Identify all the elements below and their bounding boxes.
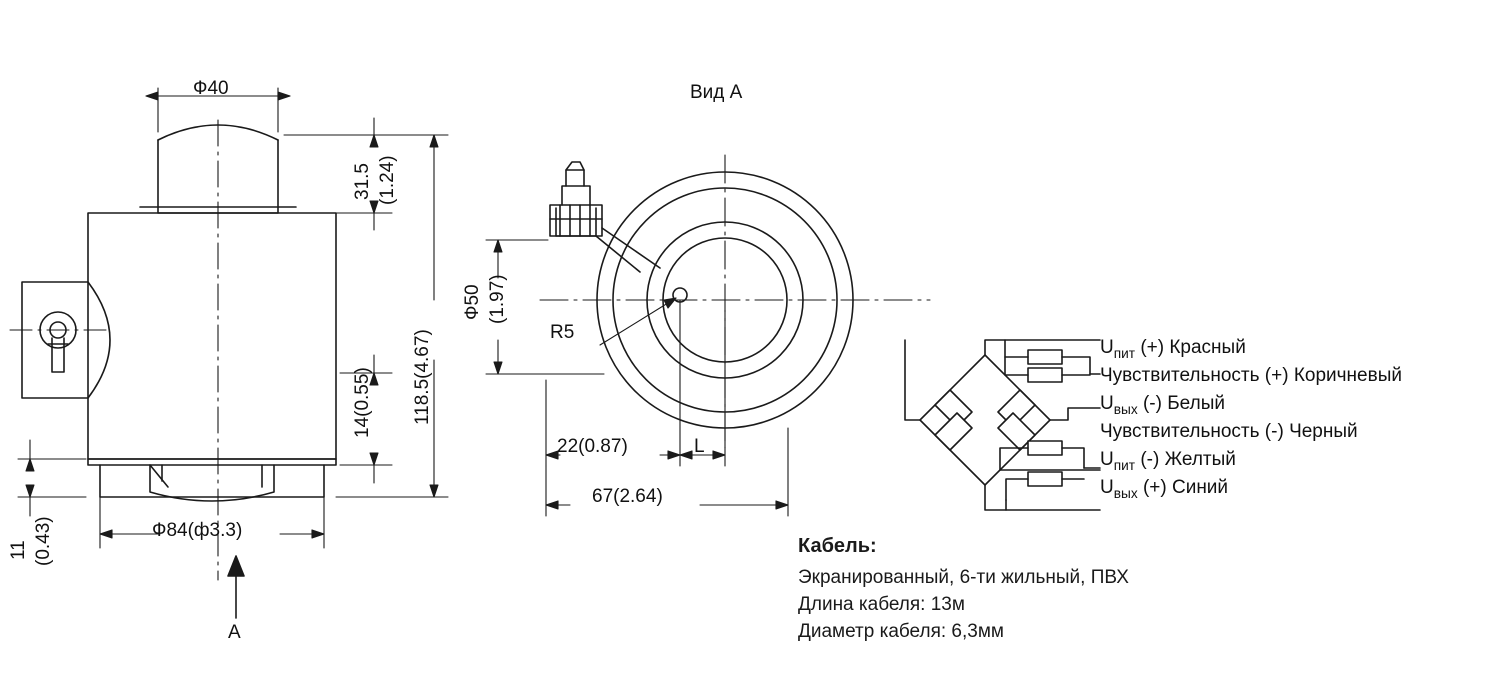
- cable-specification: [798, 532, 1398, 645]
- dim-label-31-5-inch: (1.24): [377, 155, 398, 205]
- wiring-subscript: вых: [1113, 401, 1138, 417]
- dim-11: [18, 440, 86, 516]
- dim-label-view-a-diameter: Ф50: [462, 284, 483, 320]
- dim-label-118-5: 118.5(4.67): [412, 329, 433, 425]
- radius-label-r5: R5: [550, 322, 575, 343]
- wiring-subscript: вых: [1113, 485, 1138, 501]
- wiring-row: [1100, 390, 1500, 418]
- wiring-symbol: U: [1100, 393, 1114, 414]
- dim-label-l: L: [694, 436, 705, 457]
- wiring-text: (-) Белый: [1137, 393, 1225, 414]
- cable-line: Экранированный, 6-ти жильный, ПВХ: [798, 567, 1129, 588]
- wiring-text: Чувствительность (+) Коричневый: [1100, 365, 1402, 386]
- dim-label-67: 67(2.64): [592, 486, 663, 507]
- wiring-symbol: U: [1100, 449, 1114, 470]
- wiring-row: [1100, 446, 1500, 474]
- dim-label-view-a-diameter-inch: (1.97): [487, 274, 508, 324]
- wiring-row: [1100, 418, 1500, 446]
- dim-label-top-diameter: Ф40: [193, 78, 229, 99]
- dim-31-5: [284, 118, 392, 230]
- dim-label-22: 22(0.87): [557, 436, 628, 457]
- wiring-subscript: пит: [1113, 345, 1136, 361]
- dim-label-31-5: 31.5: [352, 163, 373, 200]
- wiring-legend: [1100, 334, 1500, 502]
- wheatstone-bridge-circuit: [905, 340, 1100, 510]
- dim-label-14: 14(0.55): [352, 367, 373, 438]
- wiring-text: (+) Красный: [1135, 337, 1246, 358]
- view-a-centerlines: [540, 155, 930, 448]
- view-a-outline: [550, 162, 853, 428]
- wiring-text: (+) Синий: [1137, 477, 1229, 498]
- wiring-row: [1100, 334, 1500, 362]
- dim-label-base-diameter: Ф84(ф3.3): [152, 520, 243, 541]
- side-view-outline: [22, 125, 336, 501]
- dim-label-11: 11: [8, 540, 29, 560]
- cable-line: Диаметр кабеля: 6,3мм: [798, 621, 1004, 642]
- r5-leader: [600, 298, 676, 345]
- cable-title: Кабель:: [798, 535, 877, 557]
- wiring-symbol: U: [1100, 337, 1114, 358]
- wiring-subscript: пит: [1113, 457, 1136, 473]
- wiring-symbol: U: [1100, 477, 1114, 498]
- wiring-row: [1100, 474, 1500, 502]
- cable-line: Длина кабеля: 13м: [798, 594, 965, 615]
- wiring-text: Чувствительность (-) Черный: [1100, 421, 1358, 442]
- wiring-text: (-) Желтый: [1135, 449, 1236, 470]
- view-a-title: Вид А: [690, 82, 743, 103]
- dim-label-11-inch: (0.43): [33, 516, 54, 566]
- section-arrow-a: [228, 556, 244, 618]
- section-label-a: A: [228, 622, 241, 643]
- wiring-row: [1100, 362, 1500, 390]
